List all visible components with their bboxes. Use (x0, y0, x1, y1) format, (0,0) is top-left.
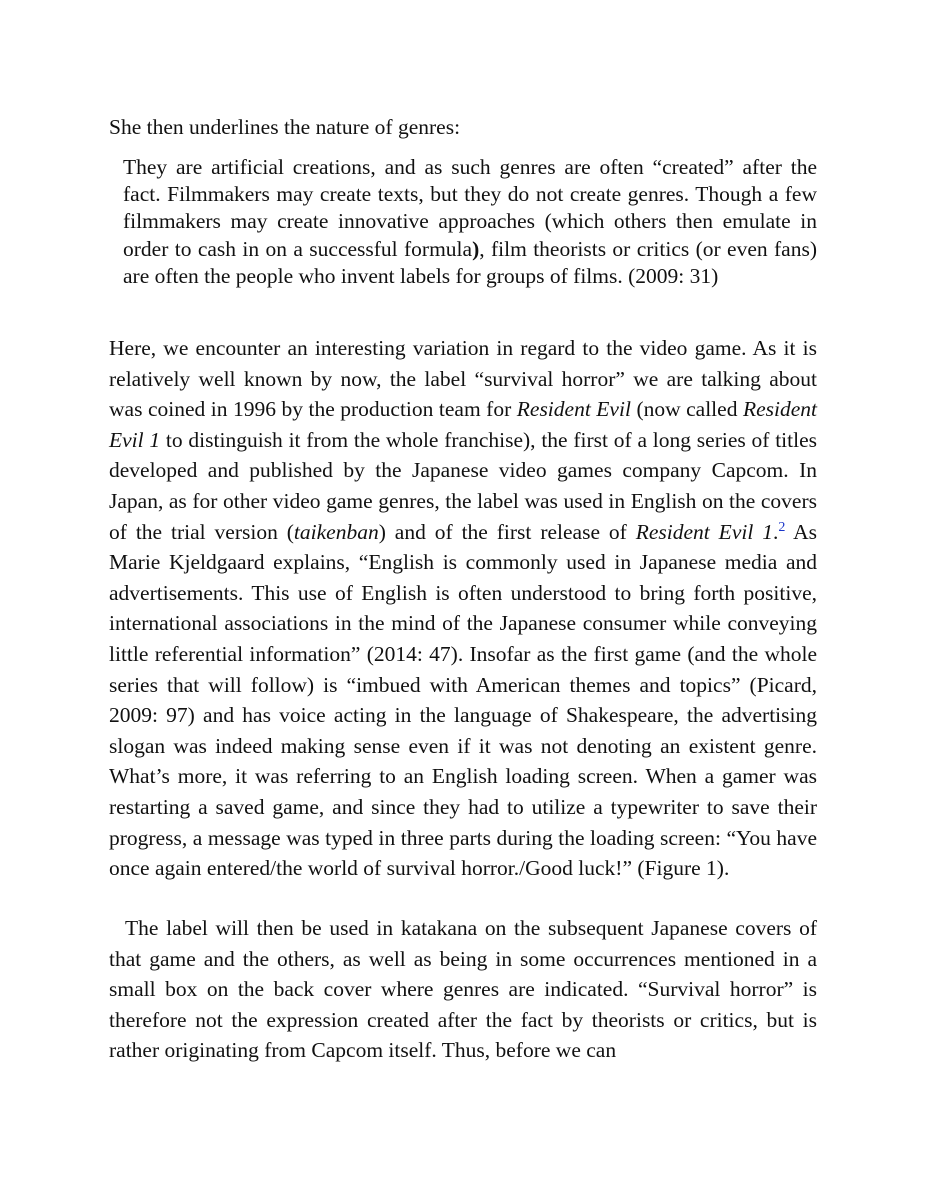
para1-text-1: Here, we encounter an interesting variation in regard to the video game. As it is relatively well known by now, the label “survival horror” we are talking about was coined in 1996 by the production team for (109, 336, 817, 422)
intro-line: She then underlines the nature of genres: (109, 115, 461, 139)
body-paragraph-1 (109, 333, 817, 884)
para1-text-4: ) and of the first release of (378, 519, 636, 544)
footnote-link[interactable]: 2 (778, 519, 786, 535)
quote-text-part-2: , film theorists or critics (or even fans) are often the people who invent labels for groups of films. (2009: 31) (123, 236, 817, 288)
term-taikenban: taikenban (293, 519, 379, 544)
para1-text-5: . (772, 519, 779, 544)
title-resident-evil-1: Resident Evil 1 (109, 397, 818, 452)
quote-bold-paren: ) (472, 236, 480, 261)
title-resident-evil: Resident Evil (516, 397, 631, 422)
para1-text-6: As Marie Kjeldgaard explains, “English is commonly used in Japanese media and advertisements. This use of English is often understood to bring forth positive, international associations in the mind of the Japanese consumer while conveying little referential information” (2014: 47). Insofar as the first game (and the whole series that will follow) is “imbued with American themes and topics” (Picard, 2009: 97) and has voice acting in the language of Shakespeare, the advertising slogan was indeed making sense even if it was not denoting an existent genre. What’s more, it was referring to an English loading screen. When a gamer was restarting a saved game, and since they had to utilize a typewriter to save their progress, a message was typed in three parts during the loading screen: “You have once again entered/the world of survival horror./Good luck!” (Figure 1). (109, 519, 817, 881)
quote-text-part-1: They are artificial creations, and as such genres are often “created” after the fact. Filmmakers may create texts, but they do not create genres. Though a few filmmakers may create innovative approaches (which others then emulate in order to cash in on a successful formula (123, 155, 817, 261)
para1-text-3: to distinguish it from the whole franchise), the first of a long series of titles developed and published by the Japanese video games company Capcom. In Japan, as for other video game genres, the label was used in English on the covers of the trial version ( (109, 427, 817, 544)
para1-text-2: (now called (630, 397, 743, 422)
body-paragraph-2: The label will then be used in katakana on the subsequent Japanese covers of that game and the others, as well as being in some occurrences mentioned in a small box on the back cover where genres are indicated. “Survival horror” is therefore not the expression created after the fact by theorists or critics, but is rather originating from Capcom itself. Thus, before we can (109, 916, 817, 1063)
block-quotation (123, 154, 817, 290)
title-resident-evil-1-second: Resident Evil 1 (635, 519, 773, 544)
